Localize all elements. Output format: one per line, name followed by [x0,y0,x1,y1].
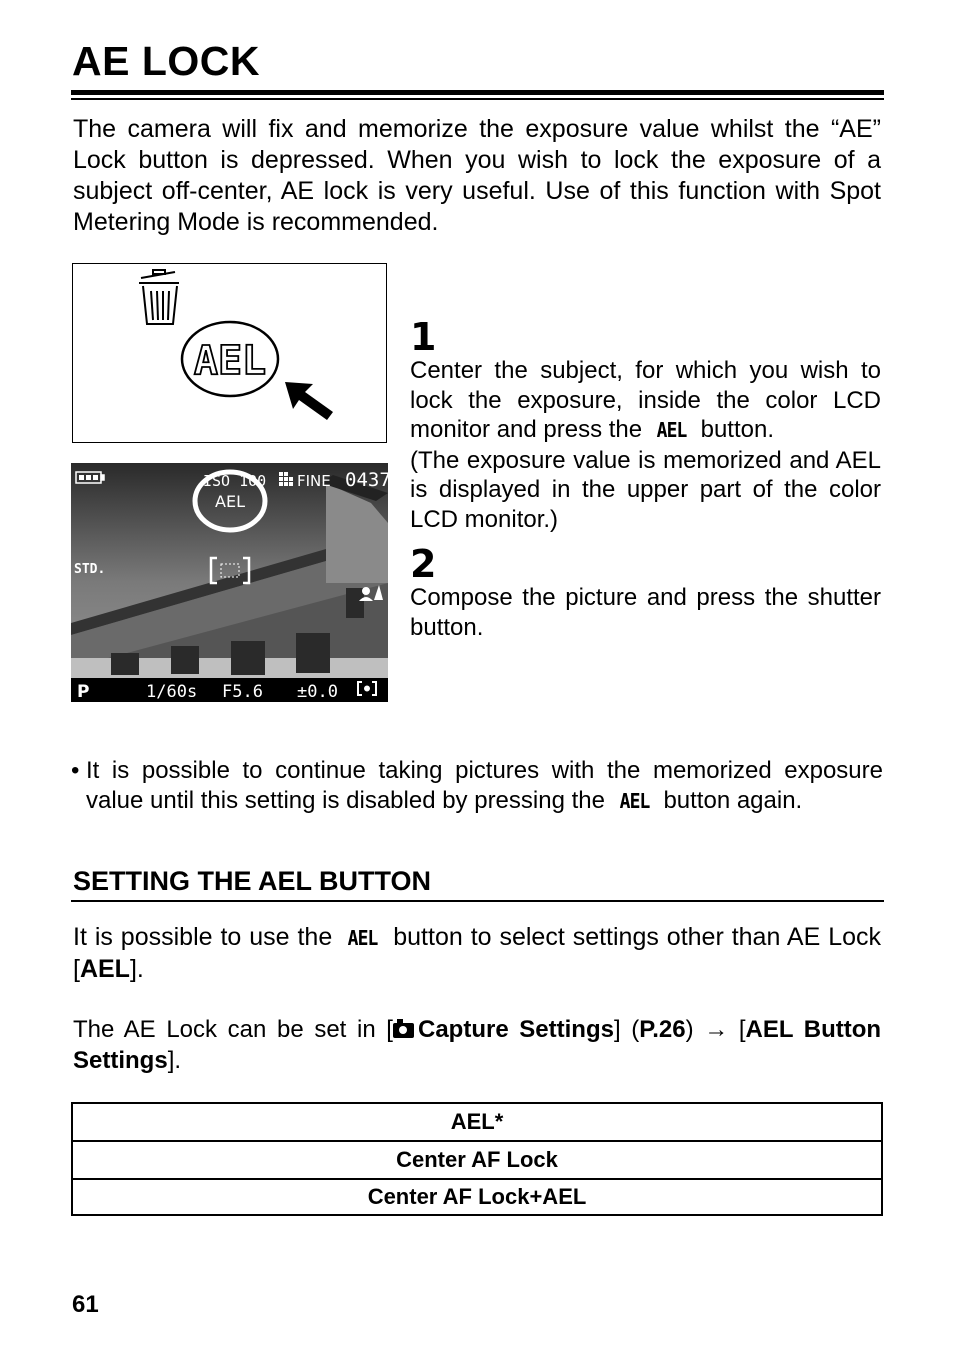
ael-button-illustration [73,264,385,441]
step-1-number: 1 [410,315,437,359]
section-text-after: button to select settings other than AE Lock [ [73,923,882,983]
table-row: Center AF Lock [73,1142,881,1180]
step-2-text: Compose the picture and press the shutter button. [410,584,881,641]
trash-icon [139,270,179,324]
lcd-shot-count: 0437 [345,469,388,491]
page-number: 61 [72,1291,99,1318]
lcd-aperture: F5.6 [222,682,263,702]
ael-button-symbol: AEL [347,926,378,950]
section-paragraph [73,922,881,985]
cap-text-c: ] ( [613,1016,640,1043]
lcd-shutter: 1/60s [146,682,198,702]
cap-text-a: The AE Lock can be set in [ [73,1016,393,1043]
step-2-number: 2 [410,542,437,586]
lcd-ev: ±0.0 [297,682,338,702]
ael-button-label: AEL [193,338,267,384]
bullet-text-before: It is possible to continue taking pictures with the memorized exposure value until this setting is disabled by pressing the [86,757,883,814]
lcd-mode: P [77,682,90,702]
step-1-note: (The exposure value is memorized and AEL is displayed in the upper part of the color LCD monitor.) [410,446,881,533]
section-heading: SETTING THE AEL BUTTON [73,866,432,896]
bullet-dot: • [71,757,80,784]
ael-button-settings-label: AEL Button Settings [73,1016,882,1074]
lcd-screen [71,463,388,702]
intro-paragraph: The camera will fix and memorize the exposure value whilst the “AE” Lock button is depressed. When you wish to lock the exposure of a subject off-center, AE lock is very useful. Use of this function with Spot Metering Mode is recommended. [73,115,881,236]
lcd-ael-indicator: AEL [215,492,245,511]
settings-table [71,1102,883,1216]
ael-button-symbol: AEL [619,789,650,813]
cap-text-g: ]. [167,1047,182,1074]
section-bold-ael: AEL [79,955,130,983]
lcd-std: STD. [74,562,106,577]
ael-button-symbol: AEL [656,418,687,442]
page-title: AE LOCK [72,38,260,84]
lcd-iso: ISO 100 [203,472,267,490]
arrow-icon [285,382,333,420]
cap-settings-label: Capture Settings [417,1016,614,1043]
step-1-text-after: button. [700,416,774,443]
title-rule-thin [71,98,884,100]
section-text-before: It is possible to use the [73,923,333,951]
table-row: Center AF Lock+AEL [367,1184,587,1209]
lcd-quality: FINE [297,472,331,490]
camera-icon [393,1023,414,1038]
section-text-end: ]. [129,955,144,983]
section-rule [71,900,884,902]
bullet-text-after: button again. [663,787,803,814]
capture-settings-paragraph [73,1014,881,1076]
page-reference: P.26 [639,1016,686,1043]
ael-button-figure [72,263,387,443]
cap-text-e: ) → [ [685,1016,746,1043]
step-1-text [410,356,881,534]
table-row: AEL* [73,1104,881,1142]
lcd-monitor-figure [71,463,388,702]
step-1-text-before: Center the subject, for which you wish to lock the exposure, inside the color LCD monitor and press the [410,357,881,443]
title-rule-thick [71,90,884,95]
